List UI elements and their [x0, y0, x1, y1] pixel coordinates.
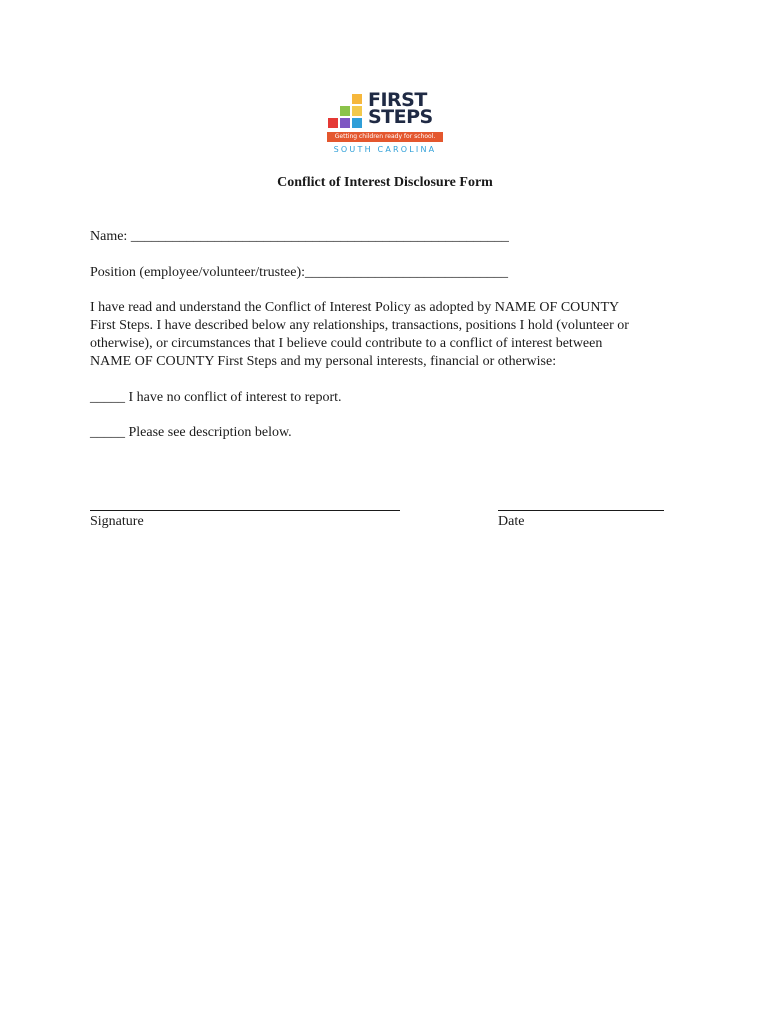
- first-steps-logo: [326, 89, 446, 158]
- policy-line: I have read and understand the Conflict of Interest Policy as adopted by NAME OF COUNTY: [90, 300, 620, 315]
- logo-blocks-icon: [326, 92, 366, 132]
- policy-line: First Steps. I have described below any relationships, transactions, positions I hold (volunteer or: [90, 318, 629, 333]
- logo-line-steps: STEPS: [368, 106, 433, 128]
- see-description-option[interactable]: _____ Please see description below.: [90, 425, 292, 440]
- logo-state: SOUTH CAROLINA: [333, 145, 437, 154]
- policy-line: otherwise), or circumstances that I believe could contribute to a conflict of interest between: [90, 336, 603, 351]
- logo-line-first: FIRST: [368, 89, 427, 111]
- logo-wordmark: [368, 89, 433, 128]
- date-label: Date: [498, 514, 525, 529]
- policy-line: NAME OF COUNTY First Steps and my personal interests, financial or otherwise:: [90, 354, 557, 369]
- position-field[interactable]: Position (employee/volunteer/trustee):_____________________________: [90, 265, 509, 280]
- policy-statement: [90, 299, 690, 371]
- date-line[interactable]: [498, 510, 664, 511]
- signature-line[interactable]: [90, 510, 400, 511]
- signature-label: Signature: [90, 514, 144, 529]
- form-title: Conflict of Interest Disclosure Form: [277, 175, 493, 190]
- name-field[interactable]: Name: ______________________________________________________: [90, 229, 509, 244]
- logo-tagline: Getting children ready for school.: [327, 132, 443, 142]
- no-conflict-option[interactable]: _____ I have no conflict of interest to report.: [90, 390, 342, 405]
